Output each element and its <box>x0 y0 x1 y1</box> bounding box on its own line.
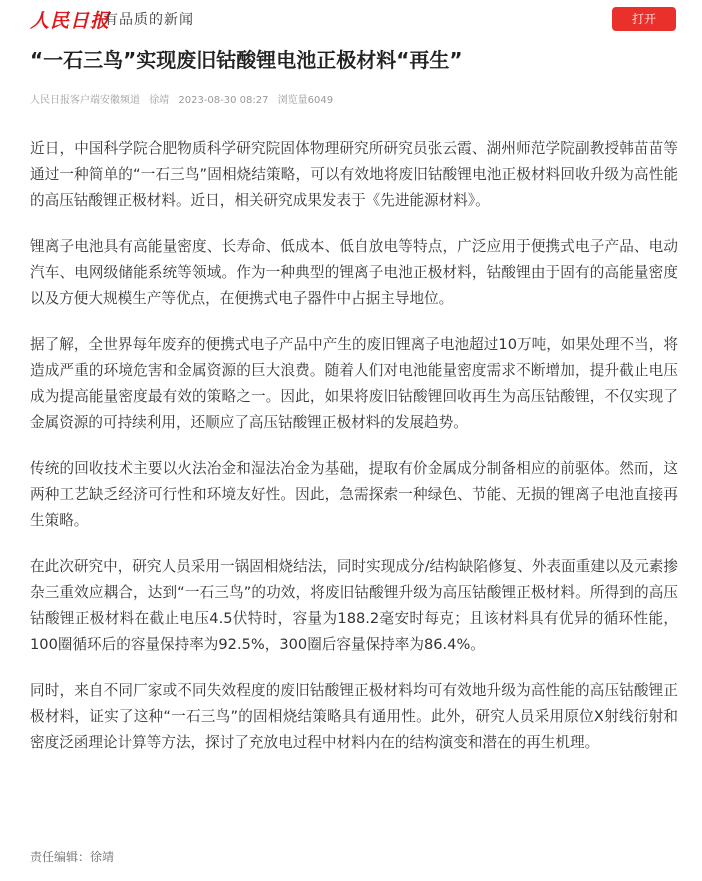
article-title: “一石三鸟”实现废旧钴酸锂电池正极材料“再生” <box>30 48 463 72</box>
brand-logo[interactable]: 人民日报 <box>30 10 111 32</box>
paragraph: 锂离子电池具有高能量密度、长寿命、低成本、低自放电等特点，广泛应用于便携式电子产品、电动汽车、电网级储能系统等领域。作为一种典型的锂离子电池正极材料，钴酸锂由于固有的高能量密度以及方便大规模生产等优点，在便携式电子器件中占据主导地位。 <box>30 238 678 307</box>
article-source[interactable]: 人民日报客户端安徽频道 <box>30 95 140 106</box>
top-bar <box>0 0 702 38</box>
paragraph: 在此次研究中，研究人员采用一锅固相烧结法，同时实现成分/结构缺陷修复、外表面重建以及元素掺杂三重效应耦合，达到“一石三鸟”的功效，将废旧钴酸锂升级为高压钴酸锂正极材料。所得到的高压钴酸锂正极材料在截止电压4.5伏特时，容量为188.2毫安时每克；且该材料具有优异的循环性能，100圈循环后的容量保持率为92.5%，300圈后容量保持率为86.4%。 <box>30 558 678 653</box>
paragraph: 同时，来自不同厂家或不同失效程度的废旧钴酸锂正极材料均可有效地升级为高性能的高压钴酸锂正极材料，证实了这种“一石三鸟”的固相烧结策略具有通用性。此外，研究人员采用原位X射线衍射和密度泛函理论计算等方法，探讨了充放电过程中材料内在的结构演变和潜在的再生机理。 <box>30 682 678 751</box>
paragraph: 传统的回收技术主要以火法冶金和湿法冶金为基础，提取有价金属成分制备相应的前驱体。然而，这两种工艺缺乏经济可行性和环境友好性。因此，急需探索一种绿色、节能、无损的锂离子电池直接再生策略。 <box>30 460 678 529</box>
article-datetime: 2023-08-30 08:27 <box>178 95 269 106</box>
brand-slogan: 有品质的新闻 <box>104 12 194 28</box>
article-body <box>30 136 678 776</box>
paragraph: 据了解，全世界每年废弃的便携式电子产品中产生的废旧锂离子电池超过10万吨，如果处理不当，将造成严重的环境危害和金属资源的巨大浪费。随着人们对电池能量密度需求不断增加，提升截止电压成为提高能量密度最有效的策略之一。因此，如果将废旧钴酸锂回收再生为高压钴酸锂，不仅实现了金属资源的可持续利用，还顺应了高压钴酸锂正极材料的发展趋势。 <box>30 336 678 431</box>
responsible-editor: 责任编辑：徐靖 <box>30 850 115 864</box>
paragraph: 近日，中国科学院合肥物质科学研究院固体物理研究所研究员张云霞、湖州师范学院副教授韩苗苗等通过一种简单的“一石三鸟”固相烧结策略，可以有效地将废旧钴酸锂电池正极材料回收升级为高性能的高压钴酸锂正极材料。近日，相关研究成果发表于《先进能源材料》。 <box>30 140 678 209</box>
open-app-button[interactable]: 打开 <box>612 7 676 31</box>
article-views: 浏览量6049 <box>277 95 334 106</box>
article-author: 徐靖 <box>149 95 170 106</box>
article-meta <box>30 91 339 106</box>
